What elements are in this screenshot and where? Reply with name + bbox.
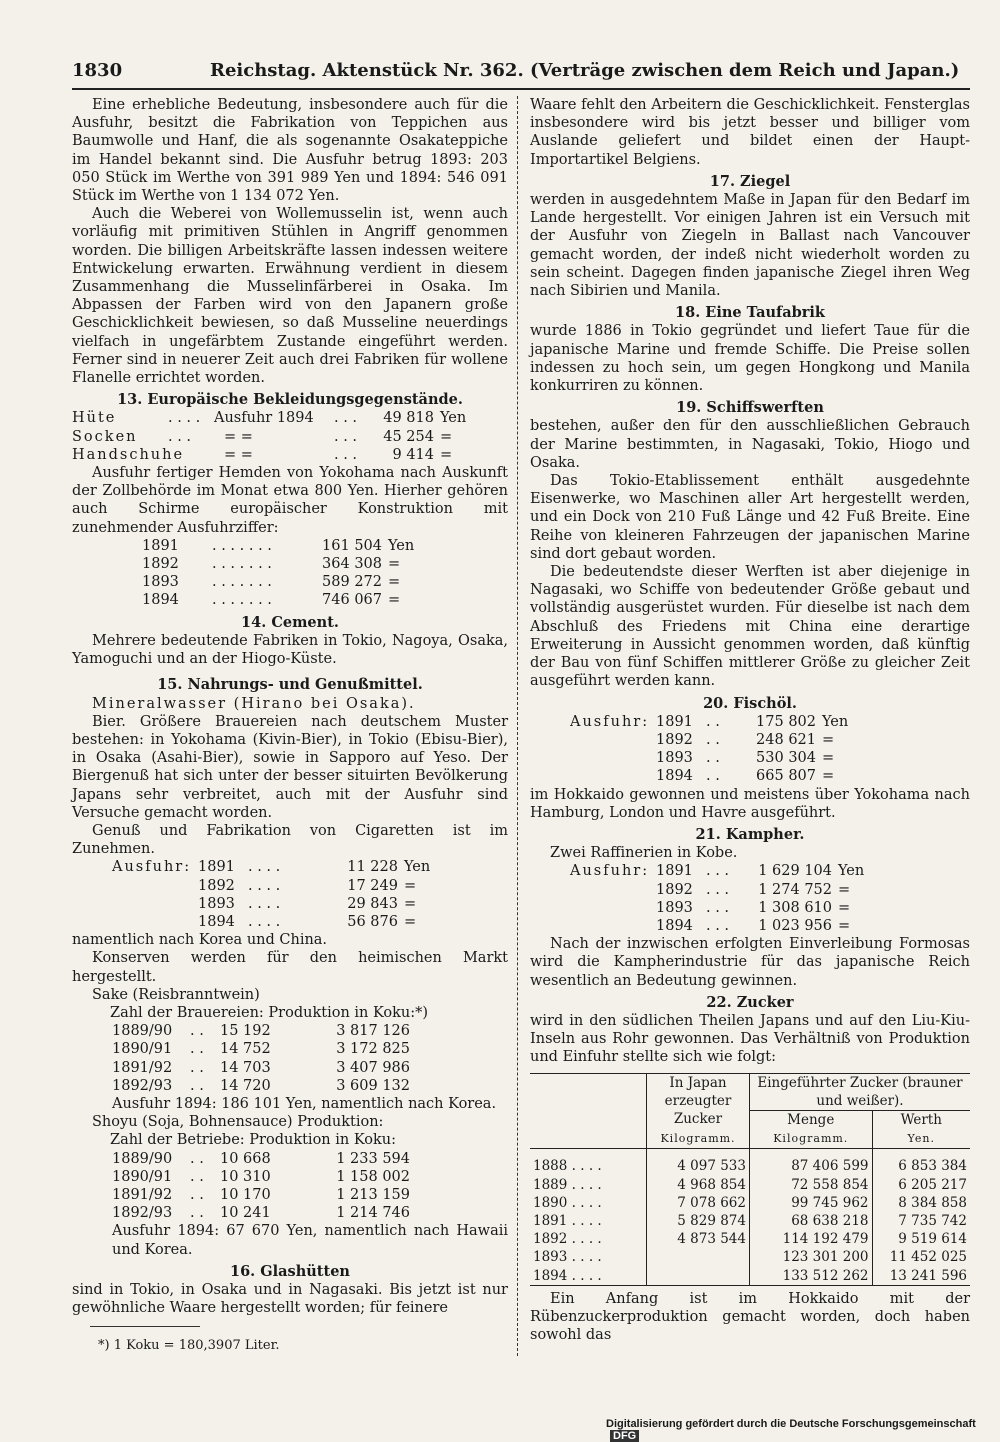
table-cell: 14 752	[220, 1041, 271, 1058]
table-cell: 1891/92	[112, 1186, 173, 1203]
table-cell: 29 843	[347, 895, 398, 912]
section-heading: 13. Europäische Bekleidungsgegenstände.	[117, 391, 463, 409]
paragraph: bestehen, außer den für den ausschließlichen Gebrauch der Marine bestimmten, in Nagasaki, Tokio, Hiogo und Osaka.	[530, 418, 970, 471]
table-cell: 11 452 025	[872, 1248, 970, 1266]
paragraph: werden in ausgedehntem Maße in Japan für den Bedarf im Lande hergestellt. Vor einigen Jahren ist ein Versuch mit der Ausfuhr von Ziegeln in Ballast nach Vancouver gemacht worden, der indeß nicht wiederholt worden zu sein scheint. Dagegen finden japanische Ziegel ihren Weg nach Sibirien und Manila.	[530, 192, 970, 300]
table-cell: 15 192	[220, 1023, 271, 1040]
sugar-table	[530, 1073, 970, 1286]
table-cell: 1893	[142, 574, 179, 591]
table-cell: 589 272	[322, 574, 382, 591]
clothing-table	[72, 409, 508, 464]
paragraph: im Hokkaido gewonnen und meistens über Yokohama nach Hamburg, London und Havre ausgeführt.	[530, 786, 970, 821]
table-cell: 1892	[142, 556, 179, 573]
shoyu-table-header: Zahl der Betriebe: Produktion in Koku:	[110, 1132, 397, 1149]
left-column	[72, 96, 508, 1317]
table-cell: =	[440, 446, 453, 463]
cigarette-export-table: Ausfuhr: 1891 . . . . 11 228 Yen 1892 . . . . 17 249 = 1893 . . . . 29 843 = 1894 . . . . 56 876 =	[112, 858, 508, 931]
table-cell: 1889/90	[112, 1023, 173, 1040]
table-row: 1891 . . . . 5 829 874 68 638 218 7 735 742	[530, 1212, 970, 1230]
table-cell: 4 097 533	[647, 1157, 750, 1175]
table-cell: 3 609 132	[336, 1077, 410, 1094]
table-cell: 1892/93	[112, 1077, 173, 1094]
table-row: 1894 . . . . 133 512 262 13 241 596	[530, 1267, 970, 1286]
table-cell: 1891	[656, 863, 693, 880]
sugar-col-japan: In Japan erzeugter Zucker	[664, 1075, 732, 1128]
table-cell: 3 172 825	[336, 1041, 410, 1058]
table-cell: 7 735 742	[872, 1212, 970, 1230]
paragraph: Ausfuhr 1894: 186 101 Yen, namentlich nach Korea.	[112, 1095, 497, 1112]
paragraph: namentlich nach Korea und China.	[72, 932, 328, 949]
section-heading: 18. Eine Taufabrik	[675, 304, 825, 322]
table-cell	[647, 1248, 750, 1266]
table-cell: 1893	[533, 1249, 568, 1266]
table-cell: 9 519 614	[872, 1230, 970, 1248]
table-cell: 10 170	[220, 1186, 271, 1203]
table-cell: . . .	[334, 446, 358, 463]
paragraph: Zwei Raffinerien in Kobe.	[550, 845, 738, 862]
table-cell: 1892	[656, 881, 693, 898]
table-cell: Ausfuhr:	[112, 859, 192, 876]
table-cell: =	[822, 768, 835, 785]
table-cell	[647, 1267, 750, 1286]
footnote: *) 1 Koku = 180,3907 Liter.	[98, 1338, 280, 1353]
paragraph: Waare fehlt den Arbeitern die Geschicklichkeit. Fensterglas insbesondere wird bis jetzt besser und billiger vom Auslande geliefert und bildet einen der Haupt-Importartikel Belgiens.	[530, 97, 970, 168]
table-cell: = =	[224, 428, 253, 445]
table-cell: 1894	[656, 768, 693, 785]
running-title: Reichstag. Aktenstück Nr. 362. (Verträge zwischen dem Reich und Japan.)	[210, 60, 960, 81]
table-cell: 1890/91	[112, 1041, 173, 1058]
section-heading: 19. Schiffswerften	[676, 399, 824, 417]
table-cell: 1891	[198, 859, 235, 876]
table-cell: 1894	[142, 592, 179, 609]
table-cell: 99 745 962	[750, 1194, 873, 1212]
table-cell: 4 968 854	[647, 1176, 750, 1194]
camphor-export-table: Ausfuhr: 1891 . . . 1 629 104 Yen 1892 . . . 1 274 752 = 1893 . . . 1 308 610 = 1894 . . . 1 023 956 =	[570, 862, 970, 935]
table-cell: 161 504	[322, 537, 382, 554]
table-cell: 1 274 752	[758, 881, 832, 898]
table-cell: Ausfuhr 1894	[214, 410, 314, 427]
page-number: 1830	[72, 60, 123, 81]
table-cell: Ausfuhr:	[570, 863, 650, 880]
section-heading: 20. Fischöl.	[703, 694, 797, 712]
table-cell: =	[822, 750, 835, 767]
sugar-col-werth: Werth	[900, 1111, 942, 1128]
table-cell: 1891	[533, 1212, 568, 1229]
table-cell: 1892	[533, 1231, 568, 1248]
dfg-logo: DFG	[610, 1430, 639, 1442]
table-cell: 13 241 596	[872, 1267, 970, 1286]
paragraph: Genuß und Fabrikation von Cigaretten ist im Zunehmen.	[72, 822, 508, 858]
table-cell: 1892	[198, 877, 235, 894]
paragraph: Eine erhebliche Bedeutung, insbesondere auch für die Ausfuhr, besitzt die Fabrikation von Teppichen aus Baumwolle und Hanf, die als sogenannte Osakateppiche im Handel bekannt sind. Die Ausfuhr betrug 1893: 203 050 Stück im Werthe von 391 989 Yen und 1894: 546 091 Stück im Werthe von 1 134 072 Yen.	[72, 97, 508, 205]
table-cell: 14 720	[220, 1077, 271, 1094]
sugar-col-menge: Menge	[787, 1111, 835, 1128]
paragraph: wird in den südlichen Theilen Japans und auf den Liu-Kiu-Inseln aus Rohr gewonnen. Das Verhältniß von Produktion und Einfuhr stellte sich wie folgt:	[530, 1012, 970, 1066]
table-cell: 123 301 200	[750, 1248, 873, 1266]
sugar-col-import: Eingeführter Zucker (brauner und weißer).	[750, 1073, 971, 1110]
table-cell: 1890/91	[112, 1168, 173, 1185]
table-cell: 6 205 217	[872, 1176, 970, 1194]
table-cell: 10 310	[220, 1168, 271, 1185]
footnote-rule	[90, 1326, 200, 1327]
table-cell: =	[404, 913, 417, 930]
table-cell: 10 241	[220, 1205, 271, 1222]
table-cell: 1892	[656, 731, 693, 748]
table-cell: Handschuhe	[72, 446, 185, 463]
table-cell: 364 308	[322, 556, 382, 573]
table-cell: 4 873 544	[647, 1230, 750, 1248]
table-cell: 1888	[533, 1158, 568, 1175]
table-cell: 746 067	[322, 592, 382, 609]
table-cell: 1 023 956	[758, 917, 832, 934]
umbrella-export-table: 1891 . . . . . . . 161 504 Yen 1892 . . . . . . . 364 308 = 1893 . . . . . . . 589 272 = 1894 . . . . . . . 746 067 =	[142, 537, 508, 610]
sake-title: Sake (Reisbranntwein)	[92, 986, 260, 1003]
paragraph: Ausfuhr fertiger Hemden von Yokohama nach Auskunft der Zollbehörde im Monat etwa 800 Yen. Hierher gehören auch Schirme europäischer Konstruktion mit zunehmender Ausfuhrziffer:	[72, 465, 508, 536]
table-cell: 1893	[656, 899, 693, 916]
table-cell: =	[388, 556, 401, 573]
table-cell: 665 807	[756, 768, 816, 785]
table-cell: 1893	[656, 750, 693, 767]
table-cell: . . .	[334, 410, 358, 427]
table-cell: 1893	[198, 895, 235, 912]
table-cell: =	[838, 899, 851, 916]
table-row: 1888 . . . . 4 097 533 87 406 599 6 853 384	[530, 1157, 970, 1175]
sake-table-header: Zahl der Brauereien: Produktion in Koku:*)	[110, 1004, 429, 1021]
table-cell: 1 308 610	[758, 899, 832, 916]
table-cell: 1894	[656, 917, 693, 934]
paragraph: Das Tokio-Etablissement enthält ausgedehnte Eisenwerke, wo Maschinen aller Art hergestellt werden, und ein Dock von 210 Fuß Länge und 42 Fuß Breite. Eine Reihe von kleineren Fahrzeugen der japanischen Marine sind dort gebaut worden.	[530, 473, 970, 562]
table-cell: 87 406 599	[750, 1157, 873, 1175]
table-row: 1892 . . . . 4 873 544 114 192 479 9 519 614	[530, 1230, 970, 1248]
running-header	[72, 60, 972, 86]
shoyu-title: Shoyu (Soja, Bohnensauce) Produktion:	[92, 1114, 384, 1131]
table-cell: 1891	[656, 713, 693, 730]
paragraph: Bier. Größere Brauereien nach deutschem Muster bestehen: in Yokohama (Kivin-Bier), in Tokio (Ebisu-Bier), in Osaka (Asahi-Bier), sowie in Sapporo auf Yeso. Der Biergenuß hat sich unter der besser situirten Bevölkerung Japans sehr verbreitet, auch mit der Ausfuhr sind Versuche gemacht worden.	[72, 713, 508, 821]
table-cell: 175 802	[756, 713, 816, 730]
fishoil-export-table: Ausfuhr: 1891 . . 175 802 Yen 1892 . . 248 621 = 1893 . . 530 304 = 1894 . . 665 807 =	[570, 713, 970, 786]
sugar-col-menge-unit: Kilogramm.	[773, 1132, 849, 1146]
table-cell: 45 254	[383, 428, 434, 445]
table-cell: 3 407 986	[336, 1059, 410, 1076]
table-cell: 5 829 874	[647, 1212, 750, 1230]
table-cell: =	[838, 881, 851, 898]
table-cell: =	[388, 574, 401, 591]
right-column	[530, 96, 970, 1344]
table-cell: 11 228	[347, 859, 398, 876]
table-cell	[168, 446, 214, 464]
table-cell: Yen	[404, 859, 431, 876]
paragraph: Nach der inzwischen erfolgten Einverleibung Formosas wird die Kampherindustrie für das japanische Reich wesentlich an Bedeutung gewinnen.	[530, 936, 970, 989]
table-cell: 9 414	[392, 446, 434, 463]
table-cell: =	[838, 917, 851, 934]
digitization-credit	[606, 1418, 1000, 1442]
column-divider	[517, 96, 518, 1356]
paragraph: Auch die Weberei von Wollemusselin ist, wenn auch vorläufig mit primitiven Stühlen in Angriff genommen worden. Die billigen Arbeitskräfte lassen indessen weitere Entwickelung erwarten. Erwähnung verdient in diesem Zusammenhang die Musselinfärberei in Osaka. Im Abpassen der Farben wird von den Japanern große Geschicklichkeit bewiesen, so daß Musseline neuerdings vielfach in ungefärbtem Zustande eingeführt werden. Ferner sind in neuerer Zeit auch drei Fabriken für wollene Flanelle errichtet worden.	[72, 206, 508, 387]
table-cell: 8 384 858	[872, 1194, 970, 1212]
table-cell: 56 876	[347, 913, 398, 930]
paragraph: Ein Anfang ist im Hokkaido mit der Rübenzuckerproduktion gemacht worden, doch haben sowohl das	[530, 1290, 970, 1344]
paragraph: Ausfuhr 1894: 67 670 Yen, namentlich nach Hawaii und Korea.	[112, 1223, 508, 1258]
table-cell: =	[388, 592, 401, 609]
table-cell: Yen	[822, 713, 849, 730]
table-cell: 6 853 384	[872, 1157, 970, 1175]
section-heading: 14. Cement.	[241, 613, 339, 631]
table-cell: 1892/93	[112, 1205, 173, 1222]
table-cell: 10 668	[220, 1150, 271, 1167]
table-cell: 3 817 126	[336, 1023, 410, 1040]
table-cell: 1891/92	[112, 1059, 173, 1076]
shoyu-table: 1889/90 . . 10 668 1 233 594 1890/91 . . 10 310 1 158 002 1891/92 . . 10 170 1 213 159 1892/93 . . 10 241 1 214 746	[112, 1150, 410, 1222]
table-cell: 14 703	[220, 1059, 271, 1076]
table-cell: Yen	[838, 863, 865, 880]
table-cell: 530 304	[756, 750, 816, 767]
table-cell: 114 192 479	[750, 1230, 873, 1248]
section-heading: 21. Kampher.	[695, 825, 805, 843]
table-cell: . . .	[334, 428, 358, 445]
table-cell: 49 818	[383, 410, 434, 427]
paragraph: sind in Tokio, in Osaka und in Nagasaki. Bis jetzt ist nur gewöhnliche Waare hergestellt worden; für feinere	[72, 1282, 508, 1317]
table-cell: = =	[224, 446, 253, 463]
table-cell: 68 638 218	[750, 1212, 873, 1230]
table-cell: 1891	[142, 537, 179, 554]
sugar-col-werth-unit: Yen.	[907, 1132, 935, 1146]
table-cell: 1 214 746	[336, 1205, 410, 1222]
table-cell: 72 558 854	[750, 1176, 873, 1194]
table-row: 1893 . . . . 123 301 200 11 452 025	[530, 1248, 970, 1266]
table-cell: =	[822, 731, 835, 748]
section-heading: 15. Nahrungs- und Genußmittel.	[157, 676, 423, 694]
table-row: 1889 . . . . 4 968 854 72 558 854 6 205 217	[530, 1176, 970, 1194]
table-row: 1890 . . . . 7 078 662 99 745 962 8 384 858	[530, 1194, 970, 1212]
table-cell: Ausfuhr:	[570, 713, 650, 730]
table-cell: 133 512 262	[750, 1267, 873, 1286]
table-cell: =	[404, 895, 417, 912]
table-cell: 1894	[533, 1267, 568, 1284]
paragraph: Konserven werden für den heimischen Markt hergestellt.	[72, 950, 508, 985]
table-cell: =	[404, 877, 417, 894]
table-cell: 1 213 159	[336, 1186, 410, 1203]
digitization-text: Digitalisierung gefördert durch die Deutsche Forschungsgemeinschaft	[606, 1418, 976, 1430]
section-heading: 22. Zucker	[706, 993, 794, 1011]
table-cell: Hüte	[72, 410, 117, 427]
table-cell: 17 249	[347, 877, 398, 894]
table-cell: 1890	[533, 1194, 568, 1211]
paragraph: Die bedeutendste dieser Werften ist aber diejenige in Nagasaki, wo Schiffe von bedeutender Größe gebaut und vollständig ausgerüstet wurden. Für dieselbe ist nach dem Abschluß des Friedens mit China eine derartige Erweiterung in Aussicht genommen worden, daß künftig der Bau von fünf Schiffen mittlerer Größe zu gleicher Zeit ausgeführt werden kann.	[530, 564, 970, 690]
paragraph: Mehrere bedeutende Fabriken in Tokio, Nagoya, Osaka, Yamoguchi und an der Hiogo-Küste.	[72, 632, 508, 668]
table-cell: 1889/90	[112, 1150, 173, 1167]
table-cell: Yen	[388, 537, 415, 554]
table-cell: 1894	[198, 913, 235, 930]
sake-table: 1889/90 . . 15 192 3 817 126 1890/91 . . 14 752 3 172 825 1891/92 . . 14 703 3 407 986 1892/93 . . 14 720 3 609 132	[112, 1023, 410, 1094]
table-cell: 7 078 662	[647, 1194, 750, 1212]
table-cell: =	[440, 428, 453, 445]
table-cell: 248 621	[756, 731, 816, 748]
table-cell: 1 629 104	[758, 863, 832, 880]
table-cell: Yen	[440, 410, 467, 427]
sugar-col-japan-unit: Kilogramm.	[660, 1131, 736, 1145]
table-cell: 1 233 594	[336, 1150, 410, 1167]
table-cell: . . .	[168, 428, 192, 445]
table-cell: 1 158 002	[336, 1168, 410, 1185]
table-cell: 1889	[533, 1176, 568, 1193]
table-cell: . . . .	[168, 410, 201, 427]
paragraph: wurde 1886 in Tokio gegründet und liefert Taue für die japanische Marine und fremde Schiffe. Die Preise sollen indessen zu hoch sein, um gegen Hongkong und Manila konkurriren zu können.	[530, 323, 970, 395]
section-heading: 16. Glashütten	[230, 1262, 350, 1280]
table-cell: Socken	[72, 428, 138, 445]
header-rule	[72, 88, 970, 90]
section-heading: 17. Ziegel	[709, 172, 791, 190]
paragraph: Mineralwasser (Hirano bei Osaka).	[92, 695, 416, 712]
